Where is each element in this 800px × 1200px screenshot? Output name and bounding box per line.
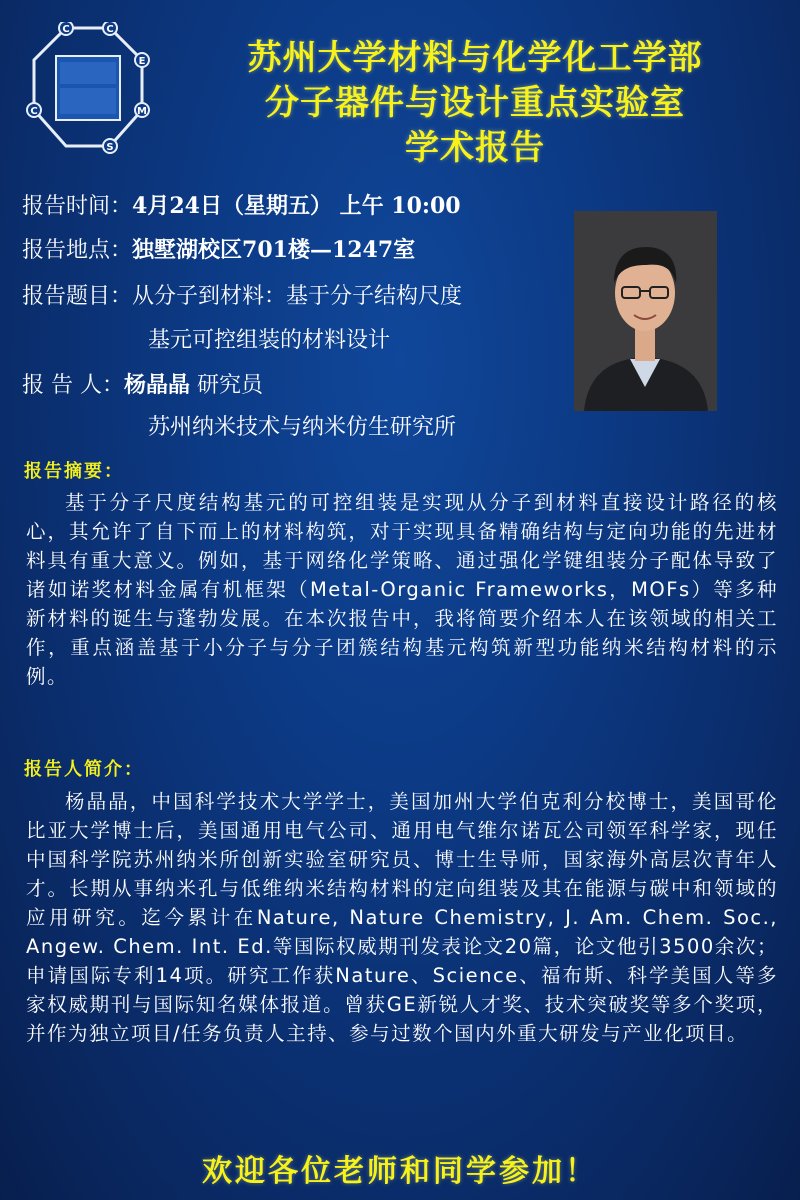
svg-text:E: E <box>138 56 146 67</box>
abstract-heading: 报告摘要： <box>24 461 124 482</box>
bio-text: 杨晶晶，中国科学技术大学学士，美国加州大学伯克利分校博士，美国哥伦比亚大学博士后，美国通用电气公司、通用电气维尔诺瓦公司领军科学家，现任中国科学院苏州纳米所创新实验室研究员、博士生导师，国家海外高层次青年人才。长期从事纳米孔与低维纳米结构材料的定向组装及其在能源与碳中和领域的应用研究。迄今累计在Nature, Nature Chemistry, J. Am. Chem. Soc., Angew. Chem. Int. Ed.等国际权威期刊发表论文20篇，论文他引3500余次；申请国际专利14项。研究工作获Nature、Science、福布斯、科学美国人等多家权威期刊与国际知名媒体报道。曾获GE新锐人才奖、技术突破奖等多个奖项，并作为独立项目/任务负责人主持、参与过数个国内外重大研发与产业化项目。 <box>26 790 778 1045</box>
speaker-row <box>22 372 263 399</box>
speaker-title: 研究员 <box>190 373 264 398</box>
bio-heading: 报告人简介： <box>24 759 144 780</box>
svg-text:S: S <box>106 142 114 153</box>
topic-label: 报告题目： <box>22 284 133 309</box>
place-value: 独墅湖校区701楼—1247室 <box>132 237 416 263</box>
title-lab: 分子器件与设计重点实验室 <box>265 83 685 123</box>
time-row <box>22 193 461 220</box>
svg-text:C: C <box>30 106 38 117</box>
speaker-name: 杨晶晶 <box>124 372 191 398</box>
svg-text:C: C <box>62 24 70 35</box>
svg-text:M: M <box>137 106 147 117</box>
topic-line-1: 从分子到材料：基于分子结构尺度 <box>132 284 463 309</box>
place-row <box>22 237 415 264</box>
title-report: 学术报告 <box>405 128 545 168</box>
svg-text:C: C <box>106 24 114 35</box>
title-school: 苏州大学材料与化学化工学部 <box>247 38 703 78</box>
topic-row <box>22 284 462 310</box>
abstract-text: 基于分子尺度结构基元的可控组装是实现从分子到材料直接设计路径的核心，其允许了自下而上的材料构筑，对于实现具备精确结构与定向功能的先进材料具有重大意义。例如，基于网络化学策略、通过强化学键组装分子配体导致了诸如诺奖材料金属有机框架（Metal-Organic Frameworks，MOFs）等多种新材料的诞生与蓬勃发展。在本次报告中，我将简要介绍本人在该领域的相关工作，重点涵盖基于小分子与分子团簇结构基元构筑新型功能纳米结构材料的示例。 <box>26 491 778 688</box>
speaker-label: 报 告 人： <box>22 373 124 398</box>
welcome-message: 欢迎各位老师和同学参加！ <box>202 1154 598 1189</box>
speaker-affiliation: 苏州纳米技术与纳米仿生研究所 <box>148 415 457 440</box>
speaker-photo <box>574 211 717 411</box>
place-label: 报告地点： <box>22 238 133 263</box>
topic-line-2: 基元可控组装的材料设计 <box>148 328 391 353</box>
time-value: 4月24日（星期五） 上午 10:00 <box>132 193 461 219</box>
time-label: 报告时间： <box>22 194 133 219</box>
lab-logo <box>22 22 154 154</box>
title-block <box>150 36 800 171</box>
